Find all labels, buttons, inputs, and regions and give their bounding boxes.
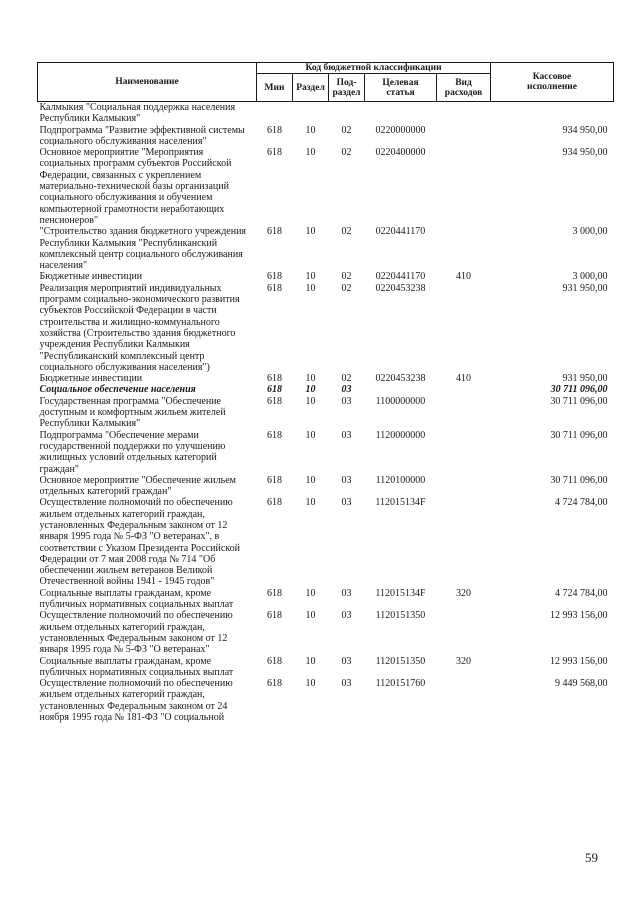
row-name: Реализация мероприятий индивидуальных программ социально-экономического развития субъектов Российской Федерации в части строительства и жилищно-коммунального хозяйства (Строительство здания бюджетного учреждения Республики Калмыкия "Республиканский комплексный центр социального обслуживания населения") (39, 282, 240, 373)
row-vid (437, 497, 491, 587)
header-vid-line2: расходов (444, 87, 483, 98)
row-celevaya (365, 102, 437, 125)
row-vid (437, 147, 491, 226)
row-amount (491, 102, 614, 125)
row-amount: 30 711 096,00 (550, 474, 608, 486)
row-vid: 410 (456, 271, 471, 283)
header-vid-line1: Вид (455, 77, 472, 88)
row-min: 618 (267, 610, 282, 622)
row-vid (437, 610, 491, 655)
row-podrazdel: 03 (341, 587, 352, 599)
row-celevaya: 1120151350 (375, 655, 426, 667)
row-name: Социальное обеспечение населения (39, 384, 196, 396)
row-name: Осуществление полномочий по обеспечению жильем отдельных категорий граждан, установленных Федеральным законом от 12 января 1995 года № 5-ФЗ "О ветеранах" (39, 610, 233, 656)
row-celevaya: 0220453238 (375, 282, 426, 294)
row-min: 618 (267, 384, 282, 396)
row-razdel: 10 (305, 429, 316, 441)
row-razdel: 10 (305, 655, 316, 667)
row-min: 618 (267, 226, 282, 238)
row-min: 618 (267, 395, 282, 407)
row-vid: 410 (456, 373, 471, 385)
row-celevaya: 0220000000 (375, 124, 426, 136)
row-name: Бюджетные инвестиции (39, 373, 143, 385)
row-min: 618 (267, 474, 282, 486)
table-row (38, 475, 614, 498)
row-celevaya: 112015134F (375, 497, 426, 509)
row-razdel: 10 (305, 610, 316, 622)
row-name: Подпрограмма "Развитие эффективной системы социального обслуживания населения" (39, 124, 245, 147)
table-row (38, 678, 614, 723)
header-vid (437, 74, 491, 102)
row-celevaya: 0220453238 (375, 373, 426, 385)
row-celevaya: 112015134F (375, 587, 426, 599)
row-vid (437, 283, 491, 373)
row-celevaya: 1120151760 (375, 678, 426, 690)
row-min: 618 (267, 587, 282, 599)
row-vid (437, 396, 491, 430)
row-podrazdel: 03 (341, 429, 352, 441)
table-row (38, 610, 614, 655)
row-amount: 12 993 156,00 (550, 610, 608, 622)
table-row (38, 283, 614, 373)
row-razdel: 10 (305, 147, 316, 159)
row-amount: 9 449 568,00 (555, 678, 608, 690)
row-min: 618 (267, 497, 282, 509)
header-celevaya-line1: Целевая (382, 77, 419, 88)
row-razdel: 10 (305, 395, 316, 407)
row-name: Основное мероприятие "Мероприятия социальных программ субъектов Российской Федерации, связанных с укреплением материально-технической базы организаций социального обслуживания и обучением компьютерной грамотности неработающих пенсионеров" (39, 147, 232, 226)
row-amount: 30 711 096,00 (550, 429, 608, 441)
row-min: 618 (267, 124, 282, 136)
header-kassa-line2: исполнение (527, 82, 577, 92)
row-razdel: 10 (305, 474, 316, 486)
row-podrazdel: 03 (341, 395, 352, 407)
row-razdel: 10 (305, 587, 316, 599)
table-row (38, 656, 614, 679)
row-podrazdel: 03 (341, 678, 352, 690)
row-vid (437, 384, 491, 395)
row-razdel (293, 102, 329, 125)
row-celevaya: 0220441170 (375, 271, 426, 283)
row-amount: 3 000,00 (572, 226, 608, 238)
row-amount: 4 724 784,00 (555, 497, 608, 509)
table-row (38, 226, 614, 271)
table-body (38, 102, 614, 724)
row-podrazdel: 03 (341, 497, 352, 509)
row-celevaya (365, 384, 437, 395)
row-vid (437, 475, 491, 498)
row-celevaya: 1120100000 (375, 474, 426, 486)
row-min: 618 (267, 271, 282, 283)
table-row (38, 588, 614, 611)
row-min: 618 (267, 282, 282, 294)
header-podrazdel-line2: раздел (332, 87, 361, 98)
header-budget-code-group: Код бюджетной классификации (257, 63, 491, 74)
row-name: Основное мероприятие "Обеспечение жильем отдельных категорий граждан" (39, 474, 236, 498)
row-name: Социальные выплаты гражданам, кроме публичных нормативных социальных выплат (39, 587, 234, 611)
header-razdel: Раздел (293, 74, 329, 102)
row-vid: 320 (456, 655, 471, 667)
row-razdel: 10 (305, 282, 316, 294)
table-row (38, 430, 614, 475)
row-amount: 30 711 096,00 (550, 384, 608, 396)
table-row (38, 102, 614, 125)
row-name: Осуществление полномочий по обеспечению жильем отдельных категорий граждан, установленных Федеральным законом от 24 ноября 1995 года № 181-ФЗ "О социальной (39, 678, 233, 724)
row-min: 618 (267, 655, 282, 667)
section-row (38, 384, 614, 395)
header-min: Мин (257, 74, 293, 102)
table-row (38, 497, 614, 587)
row-name: "Строительство здания бюджетного учреждения Республики Калмыкия "Республиканский комплексный центр социального обслуживания населения" (39, 226, 247, 272)
budget-table-sheet (37, 62, 613, 723)
row-min: 618 (267, 373, 282, 385)
row-name: Социальные выплаты гражданам, кроме публичных нормативных социальных выплат (39, 655, 234, 678)
header-podrazdel (329, 74, 365, 102)
row-razdel: 10 (305, 678, 316, 690)
row-podrazdel: 02 (341, 282, 352, 294)
row-name: Осуществление полномочий по обеспечению жильем отдельных категорий граждан, установленных Федеральным законом от 12 января 1995 года № 5-ФЗ "О ветеранах", в соответствии с Указом Президента Российской Федерации от 7 мая 2008 года № 714 "Об обеспечении жильем ветеранов Великой Отечественной войны 1941 - 1945 годов" (39, 497, 240, 588)
row-celevaya: 1120151350 (375, 610, 426, 622)
row-celevaya: 1120000000 (375, 429, 426, 441)
table-row (38, 125, 614, 148)
row-name: Подпрограмма "Обеспечение мерами государственной поддержки по улучшению жилищных условий отдельных категорий граждан" (39, 429, 226, 475)
row-podrazdel: 02 (341, 124, 352, 136)
row-min: 618 (267, 429, 282, 441)
row-amount: 931 950,00 (562, 373, 608, 385)
row-vid (437, 430, 491, 475)
row-podrazdel: 03 (341, 384, 352, 396)
row-amount: 30 711 096,00 (550, 395, 608, 407)
table-row (38, 373, 614, 384)
row-razdel: 10 (305, 384, 316, 396)
row-podrazdel: 02 (341, 147, 352, 159)
row-min (257, 102, 293, 125)
row-min: 618 (267, 678, 282, 690)
table-row (38, 396, 614, 430)
row-razdel: 10 (305, 373, 316, 385)
header-name: Наименование (38, 63, 257, 102)
table-row (38, 147, 614, 226)
row-razdel: 10 (305, 271, 316, 283)
header-podrazdel-line1: Под- (336, 77, 357, 88)
row-razdel: 10 (305, 497, 316, 509)
header-cash-execution (491, 63, 614, 102)
row-podrazdel: 03 (341, 610, 352, 622)
row-amount: 931 950,00 (562, 282, 608, 294)
row-amount: 3 000,00 (572, 271, 608, 283)
row-podrazdel: 02 (341, 373, 352, 385)
row-celevaya: 1100000000 (375, 395, 426, 407)
row-podrazdel: 02 (341, 271, 352, 283)
page-number: 59 (585, 850, 598, 865)
row-amount: 12 993 156,00 (550, 655, 608, 667)
header-celevaya (365, 74, 437, 102)
row-razdel: 10 (305, 124, 316, 136)
row-name: Калмыкия "Социальная поддержка населения Республики Калмыкия" (39, 102, 236, 125)
row-celevaya: 0220400000 (375, 147, 426, 159)
row-amount: 934 950,00 (562, 124, 608, 136)
row-vid (437, 678, 491, 723)
row-vid (437, 102, 491, 125)
table-header (38, 63, 614, 102)
row-vid (437, 125, 491, 148)
row-min: 618 (267, 147, 282, 159)
table-row (38, 271, 614, 282)
row-podrazdel: 02 (341, 226, 352, 238)
row-name: Государственная программа "Обеспечение доступным и комфортным жильем жителей Республики Калмыкия" (39, 395, 226, 430)
row-amount: 4 724 784,00 (555, 587, 608, 599)
row-razdel: 10 (305, 226, 316, 238)
header-kassa-line1: Кассовое (532, 72, 572, 82)
row-celevaya: 0220441170 (375, 226, 426, 238)
row-podrazdel: 03 (341, 655, 352, 667)
row-vid (437, 226, 491, 271)
row-name: Бюджетные инвестиции (39, 271, 143, 283)
row-podrazdel (329, 102, 365, 125)
row-amount: 934 950,00 (562, 147, 608, 159)
header-celevaya-line2: статья (386, 87, 415, 98)
row-podrazdel: 03 (341, 474, 352, 486)
row-vid: 320 (456, 587, 471, 599)
budget-table (37, 62, 614, 723)
